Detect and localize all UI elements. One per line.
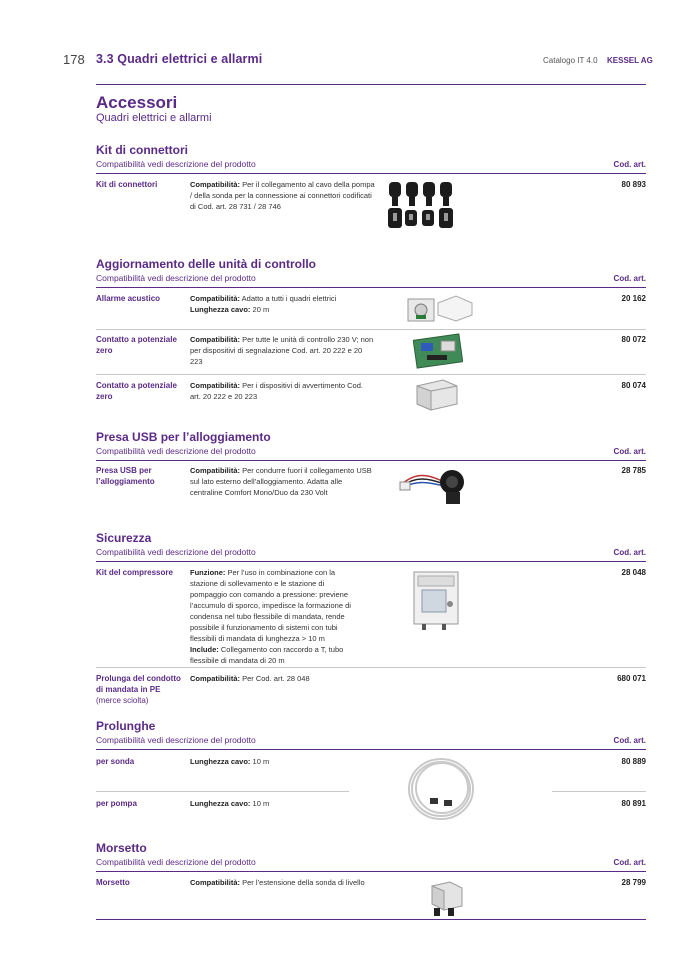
product-description: Compatibilità: Per i dispositivi di avvertimento Cod. art. 20 222 e 20 223: [190, 381, 363, 401]
page-number: 178: [63, 52, 85, 67]
section-subtitle: Compatibilità vedi descrizione del prodotto: [96, 446, 256, 456]
circuit-board-icon: [413, 333, 463, 369]
connector-kit-icon: [386, 180, 458, 232]
terminal-box-icon: [426, 880, 466, 918]
article-code: 80 074: [621, 381, 646, 390]
row-divider: [552, 791, 646, 792]
product-name: per sonda: [96, 757, 135, 766]
code-column-header: Cod. art.: [613, 160, 646, 169]
product-name: Kit di connettori: [96, 180, 158, 189]
section-title: Aggiornamento delle unità di controllo: [96, 257, 317, 271]
catalog-label: Catalogo IT 4.0: [543, 56, 598, 65]
product-description: Compatibilità: Per tutte le unità di controllo 230 V; non per dispositivi di segnalazione Cod. art. 20 222 e 20 223: [190, 335, 374, 366]
article-code: 80 893: [621, 180, 646, 189]
code-column-header: Cod. art.: [613, 736, 646, 745]
article-code: 28 785: [621, 466, 646, 475]
product-name: Allarme acustico: [96, 294, 161, 303]
article-code: 680 071: [617, 674, 646, 683]
section-subtitle: Compatibilità vedi descrizione del prodotto: [96, 735, 256, 745]
footer-rule: [96, 919, 646, 920]
section-rule: [96, 749, 646, 750]
section-header: [96, 143, 646, 174]
product-description: Compatibilità: Adatto a tutti i quadri elettrici Lunghezza cavo: 20 m: [190, 294, 337, 314]
section-header: [96, 841, 646, 872]
usb-socket-icon: [398, 462, 470, 508]
page-title: Accessori: [96, 93, 178, 112]
section-rule: [96, 287, 646, 288]
section-subtitle: Compatibilità vedi descrizione del prodotto: [96, 547, 256, 557]
product-name: Morsetto: [96, 878, 130, 887]
section-subtitle: Compatibilità vedi descrizione del prodotto: [96, 857, 256, 867]
section-rule: [96, 173, 646, 174]
section-header: [96, 257, 646, 288]
section-title: Morsetto: [96, 841, 147, 855]
product-description: Compatibilità: Per l’estensione della sonda di livello: [190, 878, 365, 887]
page-subtitle: Quadri elettrici e allarmi: [96, 112, 212, 124]
article-code: 28 799: [621, 878, 646, 887]
cable-coil-icon: [404, 752, 478, 826]
row-divider: [96, 667, 646, 668]
code-column-header: Cod. art.: [613, 858, 646, 867]
article-code: 80 889: [621, 757, 646, 766]
product-name: Contatto a potenziale zero: [96, 335, 177, 355]
compressor-box-icon: [412, 570, 462, 632]
product-description: Lunghezza cavo: 10 m: [190, 799, 270, 808]
section-rule: [96, 460, 646, 461]
section-title: Sicurezza: [96, 531, 152, 545]
code-column-header: Cod. art.: [613, 548, 646, 557]
junction-box-icon: [413, 378, 461, 412]
section-header: [96, 719, 646, 750]
article-code: 80 891: [621, 799, 646, 808]
product-name: Presa USB per l’alloggiamento: [96, 466, 155, 486]
alarm-module-icon: [406, 293, 474, 323]
section-title: Kit di connettori: [96, 143, 188, 157]
section-title: Presa USB per l’alloggiamento: [96, 430, 271, 444]
row-divider: [96, 374, 646, 375]
section-title: Prolunghe: [96, 719, 156, 733]
section-header: [96, 430, 646, 461]
product-name: per pompa: [96, 799, 137, 808]
header-rule: [96, 84, 646, 85]
article-code: 80 072: [621, 335, 646, 344]
product-description: Compatibilità: Per Cod. art. 28 048: [190, 674, 310, 683]
section-subtitle: Compatibilità vedi descrizione del prodotto: [96, 159, 256, 169]
product-description: Compatibilità: Per condurre fuori il collegamento USB sul lato esterno dell’alloggiamento. Adatta alle centraline Comfort Mono/Duo da 230 Volt: [190, 466, 372, 497]
article-code: 20 162: [621, 294, 646, 303]
brand-label: KESSEL AG: [607, 56, 653, 65]
section-subtitle: Compatibilità vedi descrizione del prodotto: [96, 273, 256, 283]
product-name: Prolunga del condotto di mandata in PE (merce sciolta): [96, 674, 181, 705]
product-description: Compatibilità: Per il collegamento al cavo della pompa / della sonda per la connessione ai connettori codificati di Cod. art. 28 731 / 28 746: [190, 180, 375, 211]
row-divider: [96, 791, 349, 792]
section-header: [96, 531, 646, 562]
product-description: Funzione: Per l’uso in combinazione con la stazione di sollevamento e le stazione di pompaggio con comando a pressione: previene l’accumulo di sporco, impedisce la formazione di condensa nel tubo flessibile di mandata, rende possibile il funzionamento di sistemi con tubi flessibili di mandata di lunghezza > 10 m Include: Collegamento con raccordo a T, tubo flessibile di mandata di 20 m: [190, 568, 351, 665]
product-name: Kit del compressore: [96, 568, 173, 577]
article-code: 28 048: [621, 568, 646, 577]
product-description: Lunghezza cavo: 10 m: [190, 757, 270, 766]
code-column-header: Cod. art.: [613, 447, 646, 456]
section-rule: [96, 871, 646, 872]
section-rule: [96, 561, 646, 562]
code-column-header: Cod. art.: [613, 274, 646, 283]
chapter-title: 3.3 Quadri elettrici e allarmi: [96, 52, 263, 66]
row-divider: [96, 329, 646, 330]
product-name: Contatto a potenziale zero: [96, 381, 177, 401]
